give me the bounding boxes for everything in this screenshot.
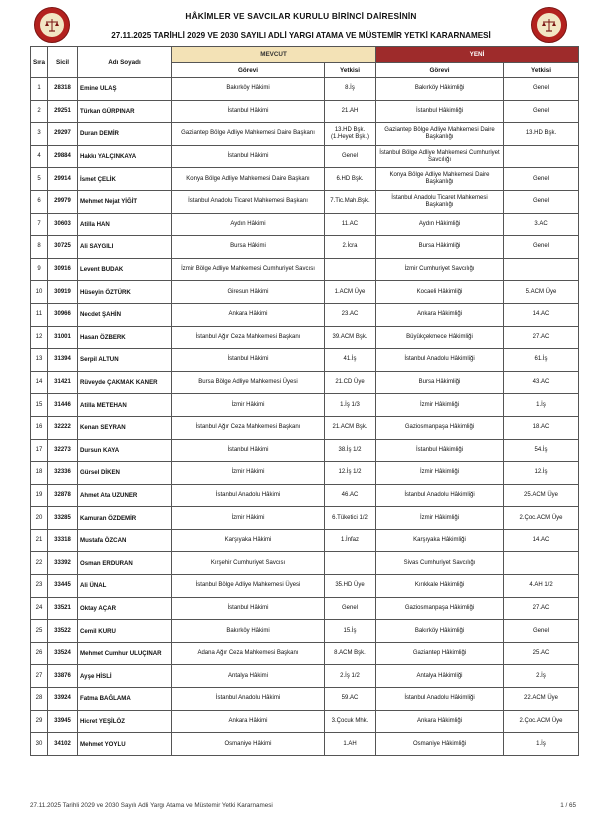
table-row [31,100,579,123]
cell-yeni-gorevi: Bursa Hâkimliği [376,371,504,394]
table-row [31,236,579,259]
cell-yeni-gorevi: Gaziantep Hâkimliği [376,642,504,665]
cell-mevcut-yetkisi: 21.AH [325,100,376,123]
cell-yeni-gorevi: Ankara Hâkimliği [376,303,504,326]
cell-sira: 18 [31,462,48,485]
cell-adi-soyadi: Ahmet Ata UZUNER [78,484,172,507]
cell-sira: 27 [31,665,48,688]
cell-yeni-yetkisi: 1.İş [504,394,579,417]
table-row [31,575,579,598]
cell-mevcut-yetkisi: 6.Tüketici 1/2 [325,507,376,530]
cell-sicil: 30916 [48,258,78,281]
cell-sicil: 28318 [48,78,78,101]
cell-mevcut-yetkisi: 1.İş 1/3 [325,394,376,417]
cell-mevcut-gorevi: İstanbul Bölge Adliye Mahkemesi Üyesi [172,575,325,598]
header-yeni-gorevi: Görevi [376,63,504,78]
table-row [31,462,579,485]
cell-yeni-gorevi: Ankara Hâkimliği [376,710,504,733]
cell-yeni-yetkisi: Genel [504,620,579,643]
header-mevcut-gorevi: Görevi [172,63,325,78]
cell-adi-soyadi: Duran DEMİR [78,123,172,146]
cell-mevcut-yetkisi: 8.ACM Bşk. [325,642,376,665]
cell-yeni-yetkisi [504,258,579,281]
cell-mevcut-yetkisi: 1.AH [325,733,376,756]
table-row [31,145,579,168]
table-row [31,371,579,394]
cell-adi-soyadi: Ayşe HİSLİ [78,665,172,688]
cell-sira: 7 [31,213,48,236]
table-body [31,78,579,756]
cell-sicil: 32273 [48,439,78,462]
header-yeni: YENİ [376,47,579,63]
cell-adi-soyadi: Levent BUDAK [78,258,172,281]
cell-mevcut-yetkisi: 21.ACM Bşk. [325,416,376,439]
cell-sicil: 29251 [48,100,78,123]
cell-sira: 3 [31,123,48,146]
cell-mevcut-gorevi: Aydın Hâkimi [172,213,325,236]
cell-adi-soyadi: Emine ULAŞ [78,78,172,101]
cell-adi-soyadi: Necdet ŞAHİN [78,303,172,326]
cell-mevcut-gorevi: İstanbul Hâkimi [172,145,325,168]
cell-yeni-gorevi: Gaziosmanpaşa Hâkimliği [376,597,504,620]
cell-yeni-gorevi: İzmir Cumhuriyet Savcılığı [376,258,504,281]
cell-sira: 22 [31,552,48,575]
cell-sicil: 29979 [48,190,78,213]
cell-sicil: 33392 [48,552,78,575]
cell-yeni-yetkisi [504,552,579,575]
cell-sira: 10 [31,281,48,304]
document-subtitle: 27.11.2025 TARİHLİ 2029 VE 2030 SAYILI ADLİ YARGI ATAMA VE MÜSTEMİR YETKİ KARARNAMESİ [111,31,491,40]
cell-yeni-yetkisi: 25.AC [504,642,579,665]
footer-text: 27.11.2025 Tarihli 2029 ve 2030 Sayılı Adli Yargı Atama ve Müstemir Yetki Kararnamesi [30,802,273,809]
cell-mevcut-yetkisi: 2.İş 1/2 [325,665,376,688]
cell-adi-soyadi: Mehmet Cumhur ULUÇINAR [78,642,172,665]
cell-yeni-gorevi: İstanbul Anadolu Hâkimliği [376,484,504,507]
cell-yeni-gorevi: Bursa Hâkimliği [376,236,504,259]
cell-sicil: 33445 [48,575,78,598]
cell-yeni-yetkisi: 13.HD Bşk. [504,123,579,146]
table-row [31,326,579,349]
cell-sicil: 29297 [48,123,78,146]
cell-yeni-yetkisi: 22.ACM Üye [504,688,579,711]
cell-mevcut-gorevi: Osmaniye Hâkimi [172,733,325,756]
cell-mevcut-gorevi: Ankara Hâkimi [172,710,325,733]
seal-left-icon [34,7,70,43]
cell-adi-soyadi: Mustafa ÖZCAN [78,529,172,552]
cell-yeni-yetkisi: 2.Çoc.ACM Üye [504,710,579,733]
cell-sicil: 33522 [48,620,78,643]
cell-mevcut-gorevi: Antalya Hâkimi [172,665,325,688]
table-row [31,258,579,281]
cell-mevcut-yetkisi: 11.AC [325,213,376,236]
cell-mevcut-gorevi: Konya Bölge Adliye Mahkemesi Daire Başkanı [172,168,325,191]
cell-mevcut-yetkisi: 1.İnfaz [325,529,376,552]
cell-mevcut-gorevi: Bakırköy Hâkimi [172,620,325,643]
table-row [31,484,579,507]
table-row [31,78,579,101]
document-header [70,11,532,40]
cell-adi-soyadi: Mehmet YOYLU [78,733,172,756]
cell-yeni-gorevi: Kırıkkale Hâkimliği [376,575,504,598]
cell-sira: 26 [31,642,48,665]
cell-adi-soyadi: Fatma BAĞLAMA [78,688,172,711]
cell-mevcut-yetkisi: 3.Çocuk Mhk. [325,710,376,733]
cell-yeni-gorevi: İstanbul Hâkimliği [376,100,504,123]
cell-yeni-yetkisi: 54.İş [504,439,579,462]
cell-yeni-yetkisi: 43.AC [504,371,579,394]
cell-adi-soyadi: İsmet ÇELİK [78,168,172,191]
cell-yeni-gorevi: İzmir Hâkimliği [376,462,504,485]
cell-sira: 8 [31,236,48,259]
cell-sira: 9 [31,258,48,281]
cell-yeni-yetkisi: 18.AC [504,416,579,439]
cell-adi-soyadi: Atilla METEHAN [78,394,172,417]
cell-sicil: 32222 [48,416,78,439]
cell-yeni-gorevi: İstanbul Hâkimliği [376,439,504,462]
cell-sira: 15 [31,394,48,417]
table-row [31,394,579,417]
cell-mevcut-yetkisi [325,258,376,281]
table-row [31,507,579,530]
header-adi-soyadi: Adı Soyadı [78,47,172,78]
cell-adi-soyadi: Cemil KURU [78,620,172,643]
cell-mevcut-yetkisi: 1.ACM Üye [325,281,376,304]
cell-yeni-gorevi: Sivas Cumhuriyet Savcılığı [376,552,504,575]
cell-sira: 25 [31,620,48,643]
cell-sicil: 29884 [48,145,78,168]
table-row [31,349,579,372]
cell-adi-soyadi: Gürsel DİKEN [78,462,172,485]
cell-yeni-yetkisi: 14.AC [504,303,579,326]
table-row [31,529,579,552]
cell-sira: 17 [31,439,48,462]
cell-mevcut-gorevi: İzmir Hâkimi [172,462,325,485]
cell-sira: 29 [31,710,48,733]
table-row [31,733,579,756]
cell-mevcut-gorevi: İstanbul Ağır Ceza Mahkemesi Başkanı [172,416,325,439]
cell-sicil: 31001 [48,326,78,349]
cell-sicil: 31446 [48,394,78,417]
table-row [31,213,579,236]
cell-yeni-gorevi: Bakırköy Hâkimliği [376,78,504,101]
cell-mevcut-gorevi: İstanbul Hâkimi [172,349,325,372]
cell-sicil: 30725 [48,236,78,259]
cell-sicil: 34102 [48,733,78,756]
cell-adi-soyadi: Kamuran ÖZDEMİR [78,507,172,530]
cell-yeni-gorevi: İstanbul Bölge Adliye Mahkemesi Cumhuriyet Savcılığı [376,145,504,168]
table-row [31,642,579,665]
cell-mevcut-gorevi: Giresun Hâkimi [172,281,325,304]
cell-yeni-yetkisi: Genel [504,78,579,101]
cell-yeni-yetkisi: 14.AC [504,529,579,552]
table-row [31,168,579,191]
cell-yeni-yetkisi: Genel [504,168,579,191]
document-title: HÂKİMLER VE SAVCILAR KURULU BİRİNCİ DAİRESİNİN [185,11,417,21]
cell-mevcut-yetkisi: 46.AC [325,484,376,507]
cell-mevcut-gorevi: İstanbul Hâkimi [172,100,325,123]
cell-adi-soyadi: Rüveyde ÇAKMAK KANER [78,371,172,394]
cell-yeni-yetkisi: 3.AC [504,213,579,236]
cell-sicil: 33924 [48,688,78,711]
table-row [31,710,579,733]
cell-adi-soyadi: Serpil ALTUN [78,349,172,372]
cell-mevcut-yetkisi: 35.HD Üye [325,575,376,598]
cell-mevcut-yetkisi: Genel [325,145,376,168]
cell-yeni-gorevi: Gaziantep Bölge Adliye Mahkemesi Daire Başkanlığı [376,123,504,146]
cell-sira: 6 [31,190,48,213]
cell-yeni-yetkisi: 2.İş [504,665,579,688]
cell-sira: 1 [31,78,48,101]
cell-sicil: 30919 [48,281,78,304]
cell-yeni-yetkisi: 12.İş [504,462,579,485]
cell-yeni-gorevi: İstanbul Anadolu Hâkimliği [376,349,504,372]
cell-yeni-gorevi: İzmir Hâkimliği [376,507,504,530]
cell-mevcut-gorevi: İstanbul Anadolu Hâkimi [172,688,325,711]
cell-sira: 12 [31,326,48,349]
cell-sicil: 33876 [48,665,78,688]
header-sicil: Sicil [48,47,78,78]
cell-yeni-gorevi: Antalya Hâkimliği [376,665,504,688]
cell-adi-soyadi: Hakkı YALÇINKAYA [78,145,172,168]
cell-adi-soyadi: Osman ERDURAN [78,552,172,575]
cell-sicil: 33945 [48,710,78,733]
cell-yeni-gorevi: İstanbul Anadolu Ticaret Mahkemesi Başkanlığı [376,190,504,213]
cell-sira: 4 [31,145,48,168]
table-row [31,303,579,326]
cell-yeni-gorevi: İzmir Hâkimliği [376,394,504,417]
cell-adi-soyadi: Hüseyin ÖZTÜRK [78,281,172,304]
cell-adi-soyadi: Türkan GÜRPINAR [78,100,172,123]
cell-yeni-yetkisi: 27.AC [504,326,579,349]
header-mevcut: MEVCUT [172,47,376,63]
cell-sicil: 30603 [48,213,78,236]
cell-sira: 24 [31,597,48,620]
cell-sicil: 33524 [48,642,78,665]
cell-sicil: 31394 [48,349,78,372]
table-row [31,190,579,213]
cell-adi-soyadi: Dursun KAYA [78,439,172,462]
cell-mevcut-gorevi: Gaziantep Bölge Adliye Mahkemesi Daire Başkanı [172,123,325,146]
cell-mevcut-yetkisi: 21.CD Üye [325,371,376,394]
cell-sira: 14 [31,371,48,394]
cell-yeni-gorevi: Büyükçekmece Hâkimliği [376,326,504,349]
cell-mevcut-gorevi: Ankara Hâkimi [172,303,325,326]
header-sira: Sıra [31,47,48,78]
cell-sira: 30 [31,733,48,756]
cell-yeni-yetkisi: 25.ACM Üye [504,484,579,507]
cell-yeni-gorevi: Osmaniye Hâkimliği [376,733,504,756]
cell-mevcut-gorevi: İstanbul Anadolu Hâkimi [172,484,325,507]
cell-sicil: 33318 [48,529,78,552]
cell-mevcut-gorevi: İzmir Hâkimi [172,394,325,417]
header-yeni-yetkisi: Yetkisi [504,63,579,78]
cell-mevcut-gorevi: İstanbul Ağır Ceza Mahkemesi Başkanı [172,326,325,349]
cell-sira: 5 [31,168,48,191]
cell-mevcut-gorevi: İzmir Bölge Adliye Mahkemesi Cumhuriyet Savcısı [172,258,325,281]
cell-sicil: 31421 [48,371,78,394]
cell-mevcut-gorevi: Bursa Bölge Adliye Mahkemesi Üyesi [172,371,325,394]
cell-sicil: 30966 [48,303,78,326]
table-row [31,416,579,439]
cell-adi-soyadi: Oktay AÇAR [78,597,172,620]
cell-mevcut-yetkisi: 12.İş 1/2 [325,462,376,485]
cell-sira: 11 [31,303,48,326]
table-row [31,688,579,711]
cell-yeni-gorevi: Bakırköy Hâkimliği [376,620,504,643]
cell-mevcut-gorevi: Bakırköy Hâkimi [172,78,325,101]
cell-mevcut-gorevi: Karşıyaka Hâkimi [172,529,325,552]
cell-yeni-gorevi: Gaziosmanpaşa Hâkimliği [376,416,504,439]
cell-sira: 20 [31,507,48,530]
cell-sira: 13 [31,349,48,372]
cell-mevcut-gorevi: İstanbul Anadolu Ticaret Mahkemesi Başkanı [172,190,325,213]
cell-mevcut-yetkisi: 38.İş 1/2 [325,439,376,462]
table-row [31,123,579,146]
cell-mevcut-gorevi: Adana Ağır Ceza Mahkemesi Başkanı [172,642,325,665]
cell-mevcut-yetkisi: 39.ACM Bşk. [325,326,376,349]
table-row [31,439,579,462]
cell-yeni-yetkisi: 1.İş [504,733,579,756]
cell-mevcut-yetkisi: 15.İş [325,620,376,643]
cell-sicil: 33521 [48,597,78,620]
cell-adi-soyadi: Ali ÜNAL [78,575,172,598]
cell-yeni-yetkisi: 61.İş [504,349,579,372]
cell-mevcut-yetkisi: Genel [325,597,376,620]
cell-yeni-gorevi: Kocaeli Hâkimliği [376,281,504,304]
cell-sira: 16 [31,416,48,439]
cell-sira: 23 [31,575,48,598]
appointments-table [30,46,579,756]
cell-yeni-yetkisi: 2.Çoc.ACM Üye [504,507,579,530]
cell-mevcut-yetkisi: 41.İş [325,349,376,372]
cell-yeni-yetkisi [504,145,579,168]
cell-adi-soyadi: Hasan ÖZBERK [78,326,172,349]
cell-adi-soyadi: Hicret YEŞİLÖZ [78,710,172,733]
cell-adi-soyadi: Atilla HAN [78,213,172,236]
cell-mevcut-yetkisi: 23.AC [325,303,376,326]
table-row [31,281,579,304]
cell-adi-soyadi: Mehmet Nejat YİĞİT [78,190,172,213]
table-row [31,620,579,643]
cell-sira: 2 [31,100,48,123]
cell-mevcut-yetkisi: 13.HD Bşk. (1.Heyet Bşk.) [325,123,376,146]
cell-mevcut-yetkisi: 8.İş [325,78,376,101]
cell-yeni-gorevi: Aydın Hâkimliği [376,213,504,236]
table-row [31,597,579,620]
cell-mevcut-yetkisi: 6.HD Bşk. [325,168,376,191]
page-number: 1 / 65 [560,802,576,809]
cell-yeni-yetkisi: Genel [504,236,579,259]
cell-mevcut-yetkisi: 59.AC [325,688,376,711]
cell-mevcut-gorevi: İzmir Hâkimi [172,507,325,530]
cell-adi-soyadi: Kenan SEYRAN [78,416,172,439]
cell-yeni-gorevi: Konya Bölge Adliye Mahkemesi Daire Başkanlığı [376,168,504,191]
cell-sicil: 32336 [48,462,78,485]
cell-mevcut-gorevi: Kırşehir Cumhuriyet Savcısı [172,552,325,575]
cell-mevcut-gorevi: Bursa Hâkimi [172,236,325,259]
cell-mevcut-gorevi: İstanbul Hâkimi [172,439,325,462]
cell-mevcut-gorevi: İstanbul Hâkimi [172,597,325,620]
cell-mevcut-yetkisi: 7.Tic.Mah.Bşk. [325,190,376,213]
table-row [31,552,579,575]
cell-sira: 28 [31,688,48,711]
cell-sira: 19 [31,484,48,507]
cell-sicil: 29914 [48,168,78,191]
seal-right-icon [531,7,567,43]
cell-yeni-yetkisi: Genel [504,100,579,123]
cell-sicil: 32878 [48,484,78,507]
header-mevcut-yetkisi: Yetkisi [325,63,376,78]
cell-yeni-yetkisi: 5.ACM Üye [504,281,579,304]
cell-adi-soyadi: Ali SAYGILI [78,236,172,259]
cell-yeni-yetkisi: Genel [504,190,579,213]
cell-yeni-gorevi: İstanbul Anadolu Hâkimliği [376,688,504,711]
cell-sicil: 33285 [48,507,78,530]
table-row [31,665,579,688]
cell-yeni-yetkisi: 4.AH 1/2 [504,575,579,598]
cell-mevcut-yetkisi: 2.İcra [325,236,376,259]
cell-sira: 21 [31,529,48,552]
cell-yeni-gorevi: Karşıyaka Hâkimliği [376,529,504,552]
cell-mevcut-yetkisi [325,552,376,575]
cell-yeni-yetkisi: 27.AC [504,597,579,620]
